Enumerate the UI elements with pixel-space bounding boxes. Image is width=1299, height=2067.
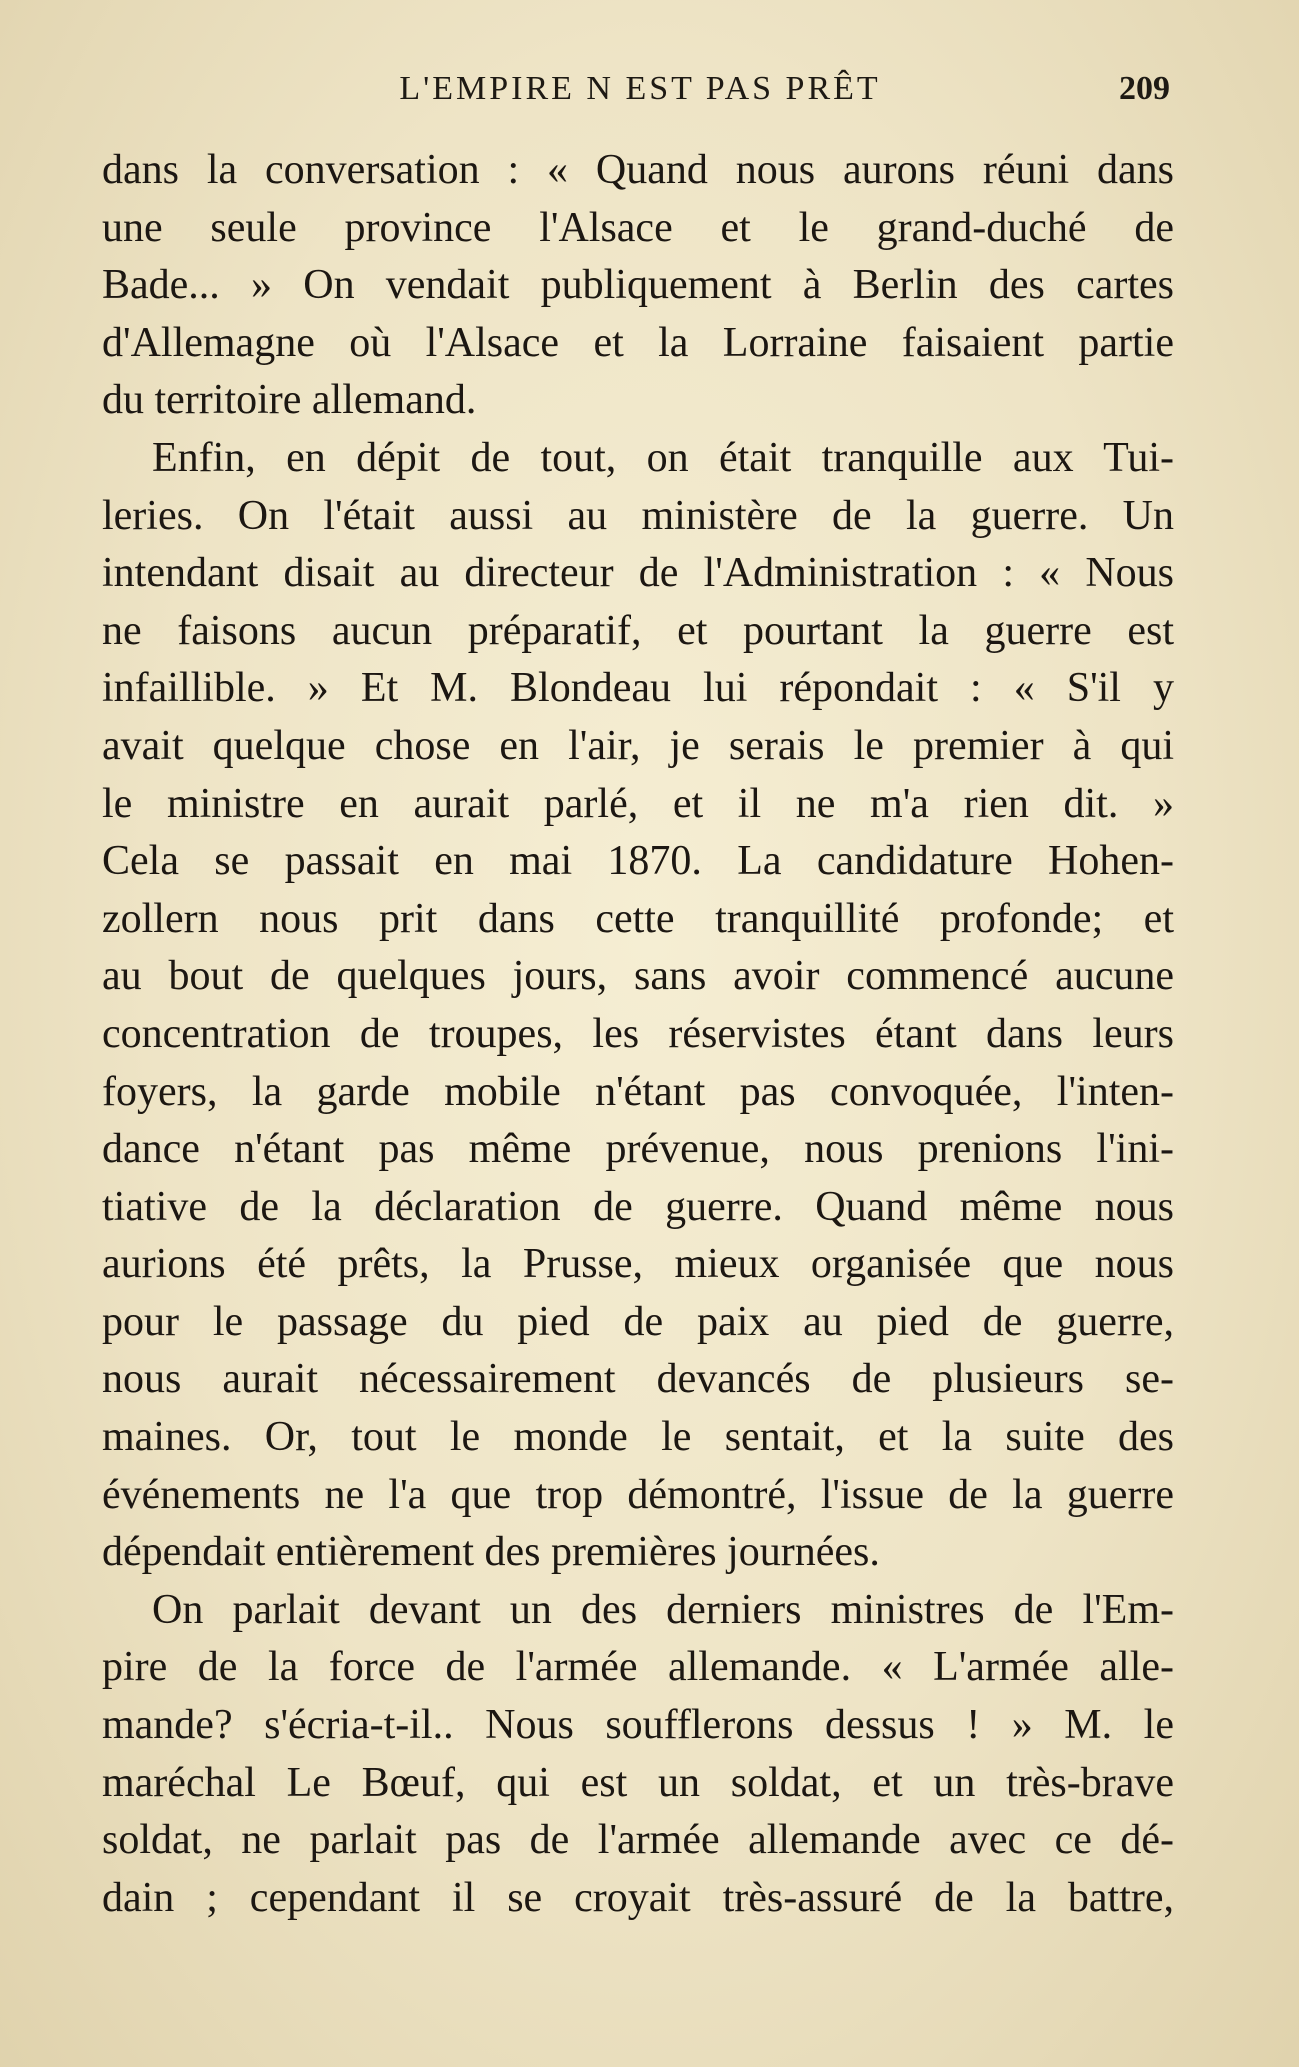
text-line: Bade... » On vendait publiquement à Berlin des cartes <box>102 262 1174 309</box>
text-line: intendant disait au directeur de l'Administration : « Nous <box>102 550 1174 597</box>
text-line: aurions été prêts, la Prusse, mieux organisée que nous <box>102 1241 1174 1288</box>
paragraph <box>102 430 1174 1582</box>
text-line: nous aurait nécessairement devancés de plusieurs se- <box>102 1356 1174 1403</box>
paragraph <box>102 142 1174 430</box>
text-line: On parlait devant un des derniers ministres de l'Em- <box>152 1586 1174 1633</box>
text-line: dance n'étant pas même prévenue, nous prenions l'ini- <box>102 1126 1174 1173</box>
text-line: maréchal Le Bœuf, qui est un soldat, et un très-brave <box>102 1759 1174 1806</box>
text-line: événements ne l'a que trop démontré, l'issue de la guerre <box>102 1471 1174 1518</box>
text-line: Enfin, en dépit de tout, on était tranquille aux Tui- <box>152 434 1174 481</box>
text-line: zollern nous prit dans cette tranquillité profonde; et <box>102 895 1174 942</box>
text-line: d'Allemagne où l'Alsace et la Lorraine faisaient partie <box>102 319 1174 366</box>
text-line: infaillible. » Et M. Blondeau lui répondait : « S'il y <box>102 665 1174 712</box>
text-line: tiative de la déclaration de guerre. Quand même nous <box>102 1183 1174 1230</box>
text-line: pour le passage du pied de paix au pied de guerre, <box>102 1298 1174 1345</box>
text-line: Cela se passait en mai 1870. La candidature Hohen- <box>102 838 1174 885</box>
text-line: foyers, la garde mobile n'étant pas convoquée, l'inten- <box>102 1068 1174 1115</box>
text-line: maines. Or, tout le monde le sentait, et la suite des <box>102 1414 1174 1461</box>
text-line: soldat, ne parlait pas de l'armée allemande avec ce dé- <box>102 1817 1174 1864</box>
text-line: dépendait entièrement des premières journées. <box>102 1529 880 1576</box>
text-line: dans la conversation : « Quand nous aurons réuni dans <box>102 147 1174 193</box>
page-number: 209 <box>1119 70 1170 107</box>
text-line: avait quelque chose en l'air, je serais le premier à qui <box>102 722 1174 769</box>
running-title: L'EMPIRE N EST PAS PRÊT <box>399 70 881 107</box>
paragraph <box>102 1582 1174 1928</box>
text-line: ne faisons aucun préparatif, et pourtant la guerre est <box>102 607 1174 654</box>
text-line: au bout de quelques jours, sans avoir commencé aucune <box>102 953 1174 1000</box>
text-line: concentration de troupes, les réservistes étant dans leurs <box>102 1010 1174 1057</box>
text-line: le ministre en aurait parlé, et il ne m'a rien dit. » <box>102 780 1174 827</box>
text-line: du territoire allemand. <box>102 377 477 424</box>
body-text <box>102 142 1174 1927</box>
text-line: une seule province l'Alsace et le grand-duché de <box>102 204 1174 251</box>
text-line: dain ; cependant il se croyait très-assuré de la battre, <box>102 1874 1174 1921</box>
text-line: leries. On l'était aussi au ministère de la guerre. Un <box>102 492 1174 539</box>
page-header <box>100 70 1180 120</box>
text-line: pire de la force de l'armée allemande. « L'armée alle- <box>102 1644 1174 1691</box>
text-line: mande? s'écria-t-il.. Nous soufflerons dessus ! » M. le <box>102 1702 1174 1749</box>
